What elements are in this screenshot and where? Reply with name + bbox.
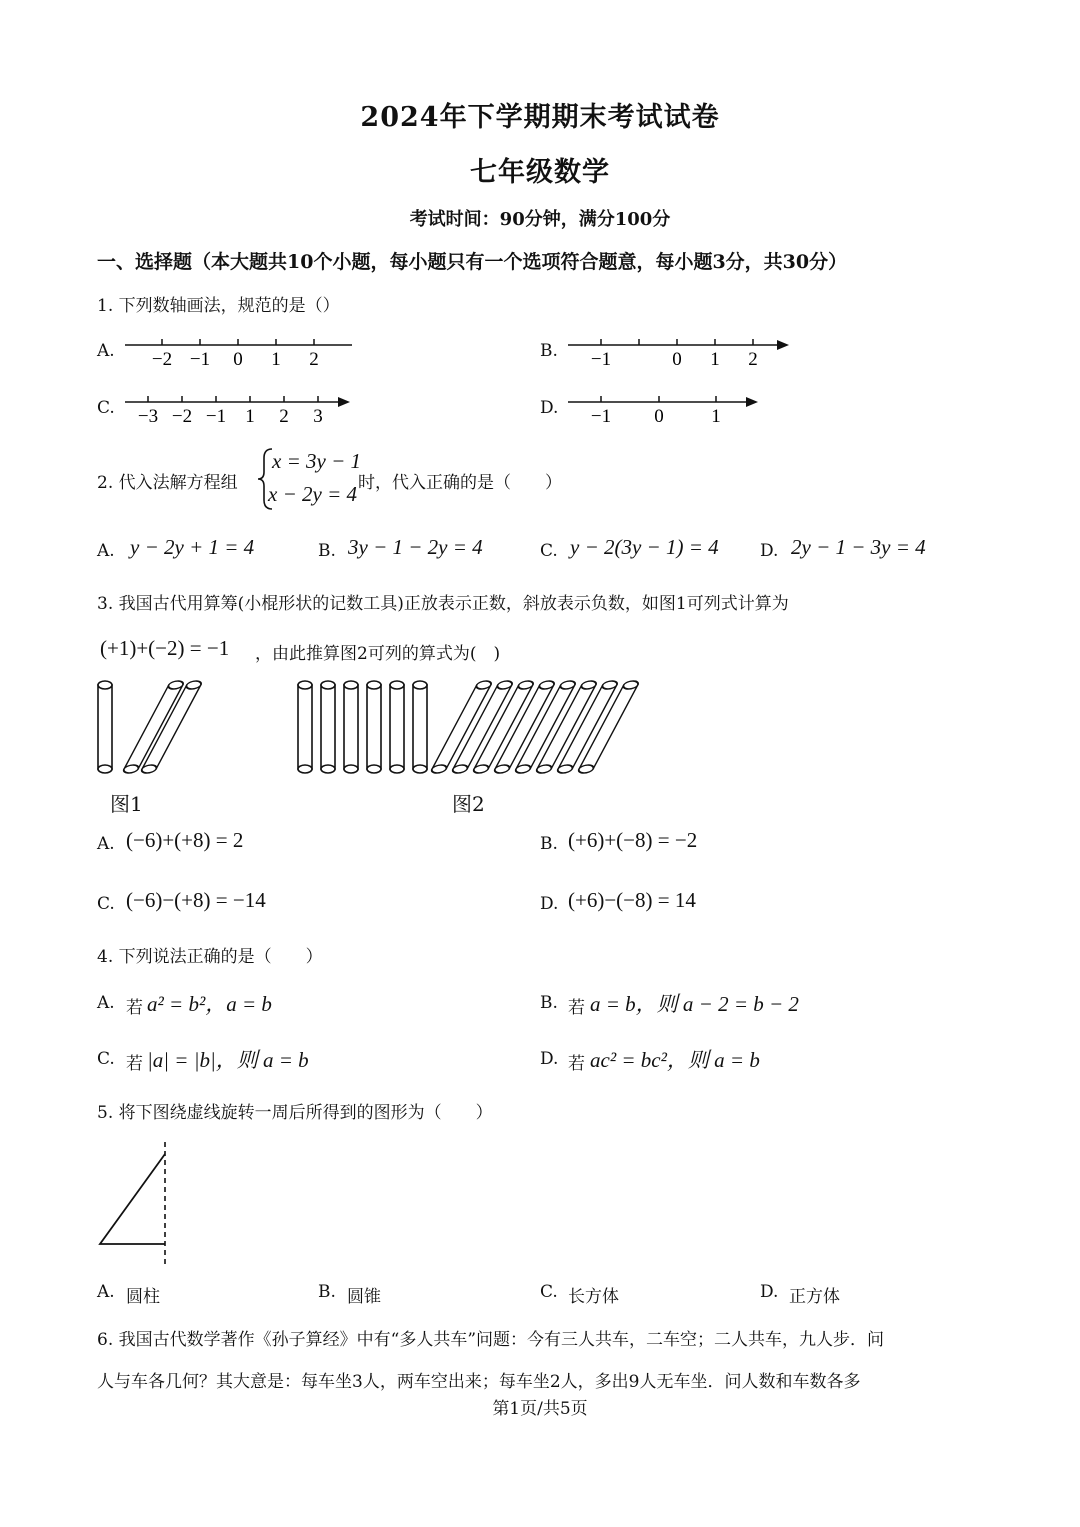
q2-option-c: y − 2(3y − 1) = 4 [570,535,719,559]
q2-option-a-label: A. [97,541,115,561]
q1-option-d-label: D. [540,398,559,418]
figure-1-caption: 图1 [110,792,143,816]
tick-label: 2 [309,349,319,370]
tick-label: 1 [245,406,255,427]
q5-option-a-label: A. [97,1282,115,1302]
rod-upright [298,681,312,773]
tick-label: −3 [137,406,159,427]
q6-line2: 人与车各几何？其大意是：每车坐3人，两车空出来；每车坐2人，多出9人无车坐．问人数和车数各多 [97,1372,861,1392]
figure-2-caption: 图2 [452,792,485,816]
q4-stem: 4. 下列说法正确的是（ ） [97,947,323,967]
page-number: 第1页/共5页 [492,1399,588,1419]
q4-option-c-prefix: 若 [126,1054,143,1074]
q4-option-d: ac² = bc²，则 a = b [590,1048,760,1072]
q4-option-a-label: A. [97,993,115,1013]
q4-option-a: a² = b²，a = b [147,992,272,1016]
q2-option-b-label: B. [318,541,336,561]
tick-label: −1 [590,349,612,370]
q4-option-b-prefix: 若 [568,998,585,1018]
q5-option-d: 正方体 [789,1287,840,1307]
rod-upright [390,681,404,773]
q2-option-d-label: D. [760,541,779,561]
q4-option-c-label: C. [97,1049,115,1069]
q2-equation-2: x − 2y = 4 [268,482,357,506]
q3-option-d: (+6)−(−8) = 14 [568,888,696,912]
rod-upright [344,681,358,773]
q4-option-d-label: D. [540,1049,559,1069]
tick-label: −1 [590,406,612,427]
q5-option-a: 圆柱 [126,1287,160,1307]
q4-option-d-prefix: 若 [568,1054,585,1074]
q5-stem: 5. 将下图绕虚线旋转一周后所得到的图形为（ ） [97,1103,493,1123]
q5-option-d-label: D. [760,1282,779,1302]
tick-label: 0 [233,349,243,370]
tick-label: 0 [672,349,682,370]
rod-upright [98,681,112,773]
q3-option-a-label: A. [97,834,115,854]
rod-upright [413,681,427,773]
q2-stem-before: 2. 代入法解方程组 [97,473,238,493]
page-title: 2024年下学期期末考试试卷 [360,102,720,133]
q1-option-c-label: C. [97,398,115,418]
q1-stem: 1. 下列数轴画法，规范的是（） [97,296,340,316]
tick-label: 2 [279,406,289,427]
q5-option-c: 长方体 [568,1287,619,1307]
tick-label: 3 [313,406,323,427]
q2-stem-after: 时，代入正确的是（ ） [358,473,562,493]
q5-option-b-label: B. [318,1282,336,1302]
q1-number-line-a [120,330,360,370]
exam-info: 考试时间：90分钟，满分100分 [409,209,671,230]
right-triangle [100,1154,165,1244]
q4-option-b-label: B. [540,993,558,1013]
q2-option-b: 3y − 1 − 2y = 4 [348,535,483,559]
tick-label: −1 [189,349,211,370]
q3-stem-line1: 3. 我国古代用算筹(小棍形状的记数工具)正放表示正数，斜放表示负数，如图1可列式计算为 [97,594,789,614]
q4-option-c: |a| = |b|，则 a = b [147,1048,309,1072]
q3-stem-expr: (+1)+(−2) = −1 [100,636,230,660]
q5-option-c-label: C. [540,1282,558,1302]
q6-line1: 6. 我国古代数学著作《孙子算经》中有“多人共车”问题：今有三人共车，二车空；二人共车，九人步．问 [97,1330,885,1350]
tick-label: −2 [171,406,193,427]
tick-label: −2 [151,349,173,370]
q1-number-line-d [565,387,765,427]
q5-option-b: 圆锥 [347,1287,381,1307]
q2-option-a: y − 2y + 1 = 4 [130,535,255,559]
q3-stem-line2: ，由此推算图2可列的算式为( ) [255,644,501,664]
counting-rods-figure [90,672,670,784]
q3-option-d-label: D. [540,894,559,914]
q3-option-a: (−6)+(+8) = 2 [126,828,244,852]
q2-option-d: 2y − 1 − 3y = 4 [791,535,926,559]
tick-label: 1 [271,349,281,370]
rotation-triangle-figure [92,1140,182,1270]
tick-label: 1 [710,349,720,370]
tick-label: 1 [711,406,721,427]
q3-option-b-label: B. [540,834,558,854]
section-heading: 一、选择题（本大题共10个小题，每小题只有一个选项符合题意，每小题3分，共30分） [97,251,848,273]
q3-option-b: (+6)+(−8) = −2 [568,828,698,852]
tick-label: 0 [654,406,664,427]
q2-equation-1: x = 3y − 1 [272,449,361,473]
q1-number-line-c [120,387,360,427]
q4-option-a-prefix: 若 [126,998,143,1018]
q1-option-a-label: A. [97,341,115,361]
subject-title: 七年级数学 [470,157,610,188]
q4-option-b: a = b，则 a − 2 = b − 2 [590,992,799,1016]
rod-upright [321,681,335,773]
q1-option-b-label: B. [540,341,558,361]
q3-option-c-label: C. [97,894,115,914]
tick-label: −1 [205,406,227,427]
q2-option-c-label: C. [540,541,558,561]
tick-label: 2 [748,349,758,370]
q1-number-line-b [565,330,795,370]
q3-option-c: (−6)−(+8) = −14 [126,888,266,912]
rod-upright [367,681,381,773]
